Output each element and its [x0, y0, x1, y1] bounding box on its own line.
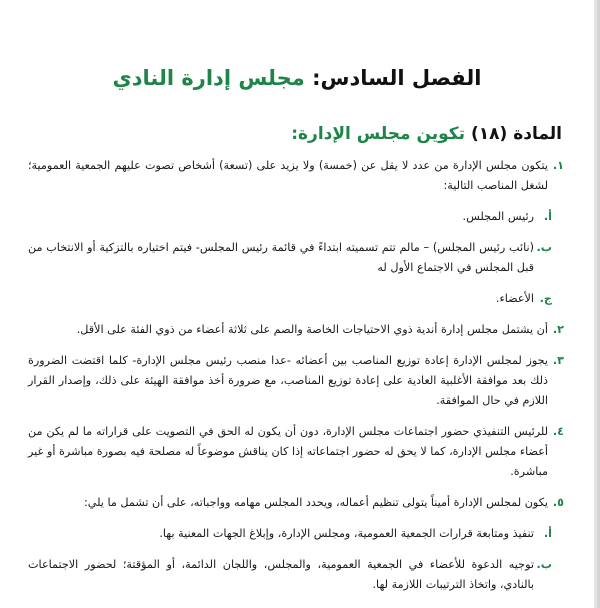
subclause-letter: ب. [536, 558, 552, 571]
clause-number: ٢. [552, 323, 564, 336]
subclause-text: تنفيذ ومتابعة قرارات الجمعية العمومية، ومجلس الإدارة، وإبلاغ الجهات المعنية بها. [159, 527, 534, 540]
subclause-1c [28, 289, 564, 309]
clause-3 [28, 351, 564, 411]
subclause-5a [28, 524, 564, 544]
subclause-1b [28, 238, 564, 278]
clause-text: للرئيس التنفيذي حضور اجتماعات مجلس الإدارة، دون أن يكون له الحق في التصويت على قراراته ما لم يكن من أعضاء مجلس الإدارة، كما لا يحق له حضور اجتماعاته إذا كان يناقش موضوعاً له مصلحة فيه بصورة مباشرة أو غير مباشرة. [28, 425, 548, 478]
subclause-letter: أ. [543, 527, 552, 540]
clause-text: يجوز لمجلس الإدارة إعادة توزيع المناصب بين أعضائه -عدا منصب رئيس مجلس الإدارة- كلما اقتضت الضرورة ذلك بعد موافقة الأغلبية العادية على إعادة توزيع المناصب، مع ضرورة أخذ موافقة الهيئة على ذلك، وإصدار القرار اللازم في حال الموافقة. [28, 354, 548, 407]
subclause-5b [28, 555, 564, 595]
subclause-letter: ج. [539, 292, 552, 305]
chapter-prefix: الفصل السادس: [312, 66, 482, 90]
clause-4 [28, 422, 564, 482]
chapter-name: مجلس إدارة النادي [112, 66, 305, 90]
clause-2 [28, 320, 564, 340]
subclause-letter: ب. [536, 241, 552, 254]
clause-text: أن يشتمل مجلس إدارة أندية ذوي الاحتياجات الخاصة والصم على ثلاثة أعضاء من ذوي الفئة على الأقل. [76, 323, 548, 336]
chapter-title [0, 66, 594, 90]
clause-1 [28, 156, 564, 196]
subclause-1a [28, 207, 564, 227]
subclause-text: توجيه الدعوة للأعضاء في الجمعية العمومية، والمجلس، واللجان الدائمة، أو المؤقتة؛ لحضور الاجتماعات بالنادي، واتخاذ الترتيبات اللازمة لها. [28, 558, 534, 591]
clause-5 [28, 493, 564, 513]
clause-text: يكون لمجلس الإدارة أميناً يتولى تنظيم أعماله، ويحدد المجلس مهامه وواجباته، على أن تشمل ما يلي: [84, 496, 548, 509]
subclause-text: الأعضاء. [495, 292, 534, 305]
subclause-text: رئيس المجلس. [462, 210, 534, 223]
article-body [28, 156, 564, 606]
clause-number: ٥. [552, 496, 564, 509]
clause-text: يتكون مجلس الإدارة من عدد لا يقل عن (خمسة) ولا يزيد على (تسعة) أشخاص تصوت عليهم الجمعية العمومية؛ لشغل المناصب التالية: [28, 159, 548, 192]
article-number: المادة (١٨) [471, 124, 562, 144]
subclause-text: (نائب رئيس المجلس) – مالم تتم تسميته ابتداءً في قائمة رئيس المجلس- فيتم اختياره بالتزكية أو الانتخاب من قبل المجلس في الاجتماع الأول له [28, 241, 534, 274]
article-title [291, 124, 562, 144]
clause-number: ١. [552, 159, 564, 172]
article-name: تكوين مجلس الإدارة: [291, 124, 466, 144]
clause-number: ٣. [552, 354, 564, 367]
subclause-letter: أ. [543, 210, 552, 223]
clause-number: ٤. [552, 425, 564, 438]
page-edge [594, 0, 600, 608]
